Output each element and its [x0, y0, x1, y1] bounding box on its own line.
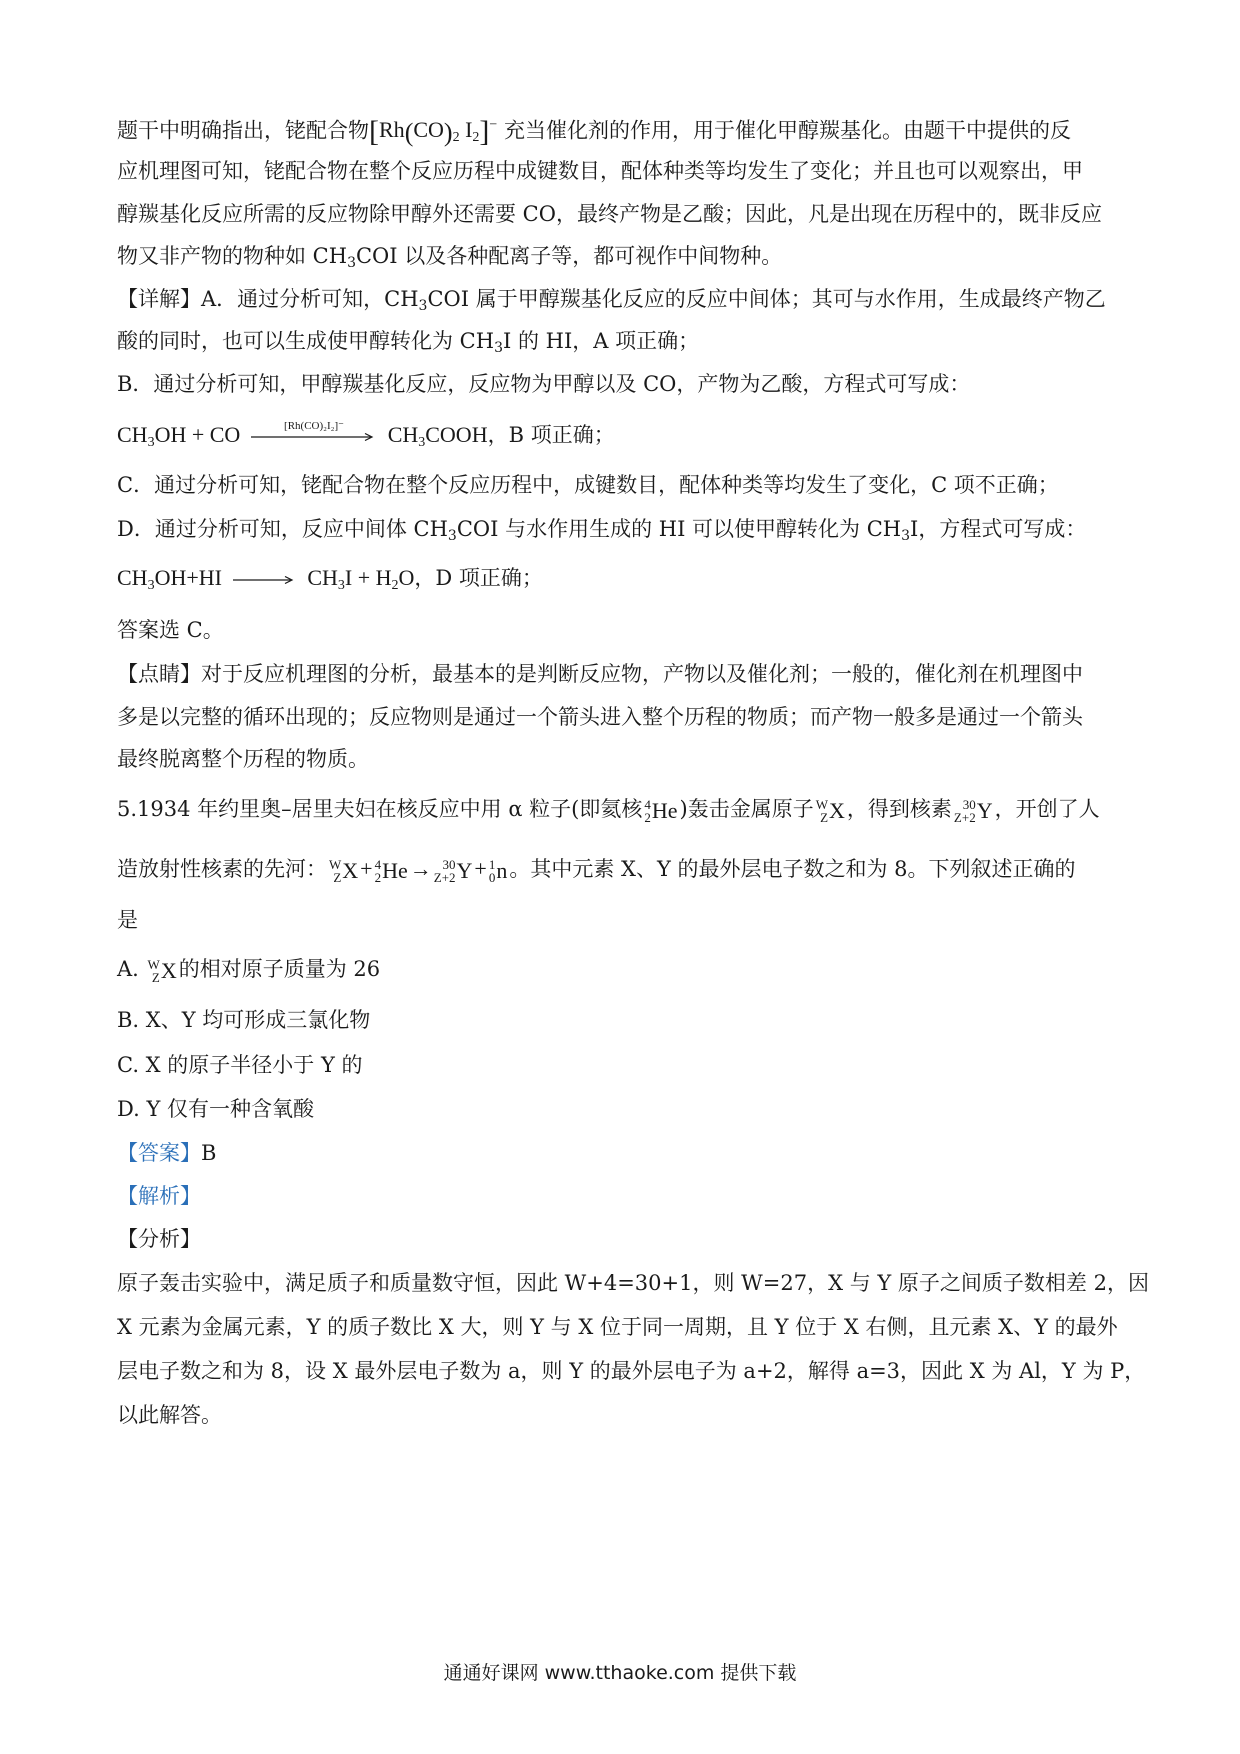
question5-line1: 5.1934 年约里奥–居里夫妇在核反应中用 α 粒子(即氦核 4 2 He )轰击金属原子 W Z X ，得到核素 30 Z+2 Y ，开创了人 — [117, 796, 1100, 825]
option-a: A. W Z X 的相对原子质量为 26 — [117, 956, 381, 985]
equation-1: $CH_3OH$ + CO [Rh(CO)₂I₂]⁻ $CH_3COOH$，B 项正确； — [117, 420, 615, 450]
detail-answer: 答案选 C。 — [117, 618, 224, 642]
detail-line2: 酸的同时，也可以生成使甲醇转化为 $CH_3I$ 的 HI，A 项正确； — [117, 329, 700, 356]
option-c: C. X 的原子半径小于 Y 的 — [117, 1053, 363, 1077]
question5-line3: 是 — [117, 908, 138, 932]
para1-line1 — [117, 111, 1130, 153]
analysis-line4: 以此解答。 — [117, 1403, 222, 1427]
text: 充当催化剂的作用，用于催化甲醇羰基化。由题干中提供的反 — [504, 118, 1072, 143]
tips-line1: 【点睛】对于反应机理图的分析，最基本的是判断反应物，产物以及催化剂；一般的，催化剂在机理图中 — [117, 662, 1083, 686]
para1-line2: 应机理图可知，铑配合物在整个反应历程中成键数目，配体种类等均发生了变化；并且也可以观察出，甲 — [117, 159, 1083, 183]
option-b: B. X、Y 均可形成三氯化物 — [117, 1008, 371, 1032]
answer-label: 【答案】 — [117, 1141, 201, 1165]
analysis-line3: 层电子数之和为 8，设 X 最外层电子数为 a，则 Y 的最外层电子为 a+2，解得 a=3，因此 X 为 Al，Y 为 P， — [117, 1359, 1146, 1383]
option-d: D. Y 仅有一种含氧酸 — [117, 1097, 314, 1121]
tips-line3: 最终脱离整个历程的物质。 — [117, 747, 369, 771]
detail-line1: 【详解】A．通过分析可知，$CH_3COI$ 属于甲醇羰基化反应的反应中间体；其可与水作用，生成最终产物乙 — [117, 287, 1106, 314]
y-nuclide: 30 Z+2 Y — [953, 796, 993, 825]
analysis-line1: 原子轰击实验中，满足质子和质量数守恒，因此 W+4=30+1，则 W=27，X 与 Y 原子之间质子数相差 2，因 — [117, 1271, 1149, 1295]
neutron-nuclide: 1 0 n — [488, 856, 508, 885]
tips-line2: 多是以完整的循环出现的；反应物则是通过一个箭头进入整个历程的物质；而产物一般多是通过一个箭头 — [117, 705, 1083, 729]
para1-line3: 醇羰基化反应所需的反应物除甲醇外还需要 CO，最终产物是乙酸；因此，凡是出现在历程中的，既非反应 — [117, 202, 1102, 226]
analysis-line2: X 元素为金属元素，Y 的质子数比 X 大，则 Y 与 X 位于同一周期，且 Y 位于 X 右侧，且元素 X、Y 的最外 — [117, 1315, 1118, 1339]
para1-line4: 物又非产物的物种如 $CH_3COI$ 以及各种配离子等，都可视作中间物种。 — [117, 244, 783, 271]
analysis-label: 【解析】 — [117, 1184, 201, 1208]
rh-complex-formula: [$Rh(CO)_2$ $I_2]^-$ — [369, 115, 498, 149]
detail-option-d: D．通过分析可知，反应中间体 $CH_3COI$ 与水作用生成的 HI 可以使甲醇转化为 $CH_3I$，方程式可写成： — [117, 517, 1087, 544]
page-footer: 通通好课网 www.tthaoke.com 提供下载 — [443, 1662, 797, 1684]
detail-option-b: B．通过分析可知，甲醇羰基化反应，反应物为甲醇以及 CO，产物为乙酸，方程式可写成： — [117, 372, 971, 396]
helium-nuclide: 4 2 He — [644, 796, 678, 825]
x-nuclide: W Z X — [815, 796, 845, 825]
catalyst-arrow: [Rh(CO)₂I₂]⁻ — [251, 420, 377, 441]
detail-option-c: C．通过分析可知，铑配合物在整个反应历程中，成键数目，配体种类等均发生了变化，C 项不正确； — [117, 473, 1059, 497]
answer-line — [117, 1138, 1130, 1168]
answer-value: B — [201, 1141, 217, 1165]
text: 题干中明确指出，铑配合物 — [117, 118, 369, 143]
fenxi-label: 【分析】 — [117, 1227, 201, 1251]
equation-2: $CH_3OH+HI$ $CH_3I + H_2O$，D 项正确； — [117, 565, 543, 593]
question5-line2: 造放射性核素的先河： W Z X + 4 2 He → 30 Z+2 Y + 1 0 n 。其中元素 X、Y 的最外层电子数之和为 8。下列叙述正确的 — [117, 856, 1076, 885]
reaction-arrow — [233, 576, 297, 584]
